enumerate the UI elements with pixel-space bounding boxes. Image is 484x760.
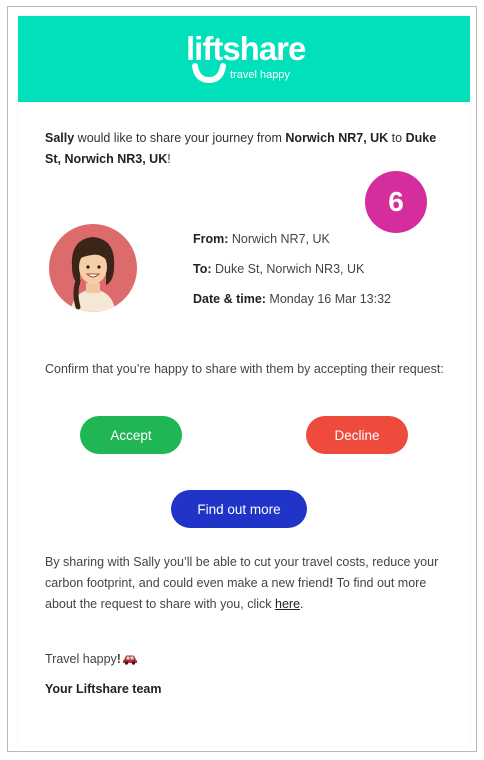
logo-tagline: travel happy bbox=[230, 69, 290, 81]
email-header bbox=[18, 16, 470, 102]
datetime-value: Monday 16 Mar 13:32 bbox=[265, 292, 392, 306]
intro-text-3: ! bbox=[167, 152, 171, 166]
travel-happy-exclaim: ! bbox=[116, 652, 121, 666]
intro-destination: Duke St, Norwich NR3, UK bbox=[45, 131, 437, 166]
step-badge: 6 bbox=[365, 171, 427, 233]
decline-button[interactable]: Decline bbox=[306, 416, 408, 454]
detail-from bbox=[193, 230, 391, 260]
liftshare-logo bbox=[186, 30, 306, 88]
detail-to bbox=[193, 260, 391, 290]
here-link[interactable]: here bbox=[275, 597, 301, 611]
to-value: Duke St, Norwich NR3, UK bbox=[211, 262, 365, 276]
travel-happy-signoff bbox=[45, 652, 138, 666]
from-label: From: bbox=[193, 232, 229, 246]
find-out-more-button[interactable]: Find out more bbox=[171, 490, 307, 528]
body-text-1: By sharing with Sally you’ll be able to cut your travel costs, reduce your carbon footprint, and could even make a new friend bbox=[45, 555, 439, 590]
intro-text-1: would like to share your journey from bbox=[74, 131, 286, 145]
travel-happy-text: Travel happy bbox=[45, 652, 117, 666]
body-text-2: To find out more about the request to share with you, click bbox=[45, 576, 427, 611]
from-value: Norwich NR7, UK bbox=[228, 232, 330, 246]
intro-origin: Norwich NR7, UK bbox=[285, 131, 389, 145]
body-text-3: . bbox=[300, 597, 304, 611]
datetime-label: Date & time: bbox=[193, 292, 266, 306]
email-body bbox=[18, 16, 470, 746]
logo-wordmark: liftshare bbox=[186, 30, 306, 67]
car-icon bbox=[122, 653, 138, 665]
smile-icon bbox=[191, 62, 227, 84]
body-exclaim: ! bbox=[329, 576, 334, 590]
user-avatar-icon bbox=[48, 223, 138, 313]
to-label: To: bbox=[193, 262, 212, 276]
requester-name: Sally bbox=[45, 131, 75, 145]
journey-details bbox=[193, 230, 391, 320]
confirm-text: Confirm that you’re happy to share with them by accepting their request: bbox=[45, 362, 444, 376]
intro-message bbox=[45, 128, 455, 170]
intro-text-2: to bbox=[388, 131, 406, 145]
accept-button[interactable]: Accept bbox=[80, 416, 182, 454]
detail-datetime bbox=[193, 290, 391, 320]
body-paragraph bbox=[45, 552, 455, 615]
team-signature: Your Liftshare team bbox=[45, 682, 162, 696]
